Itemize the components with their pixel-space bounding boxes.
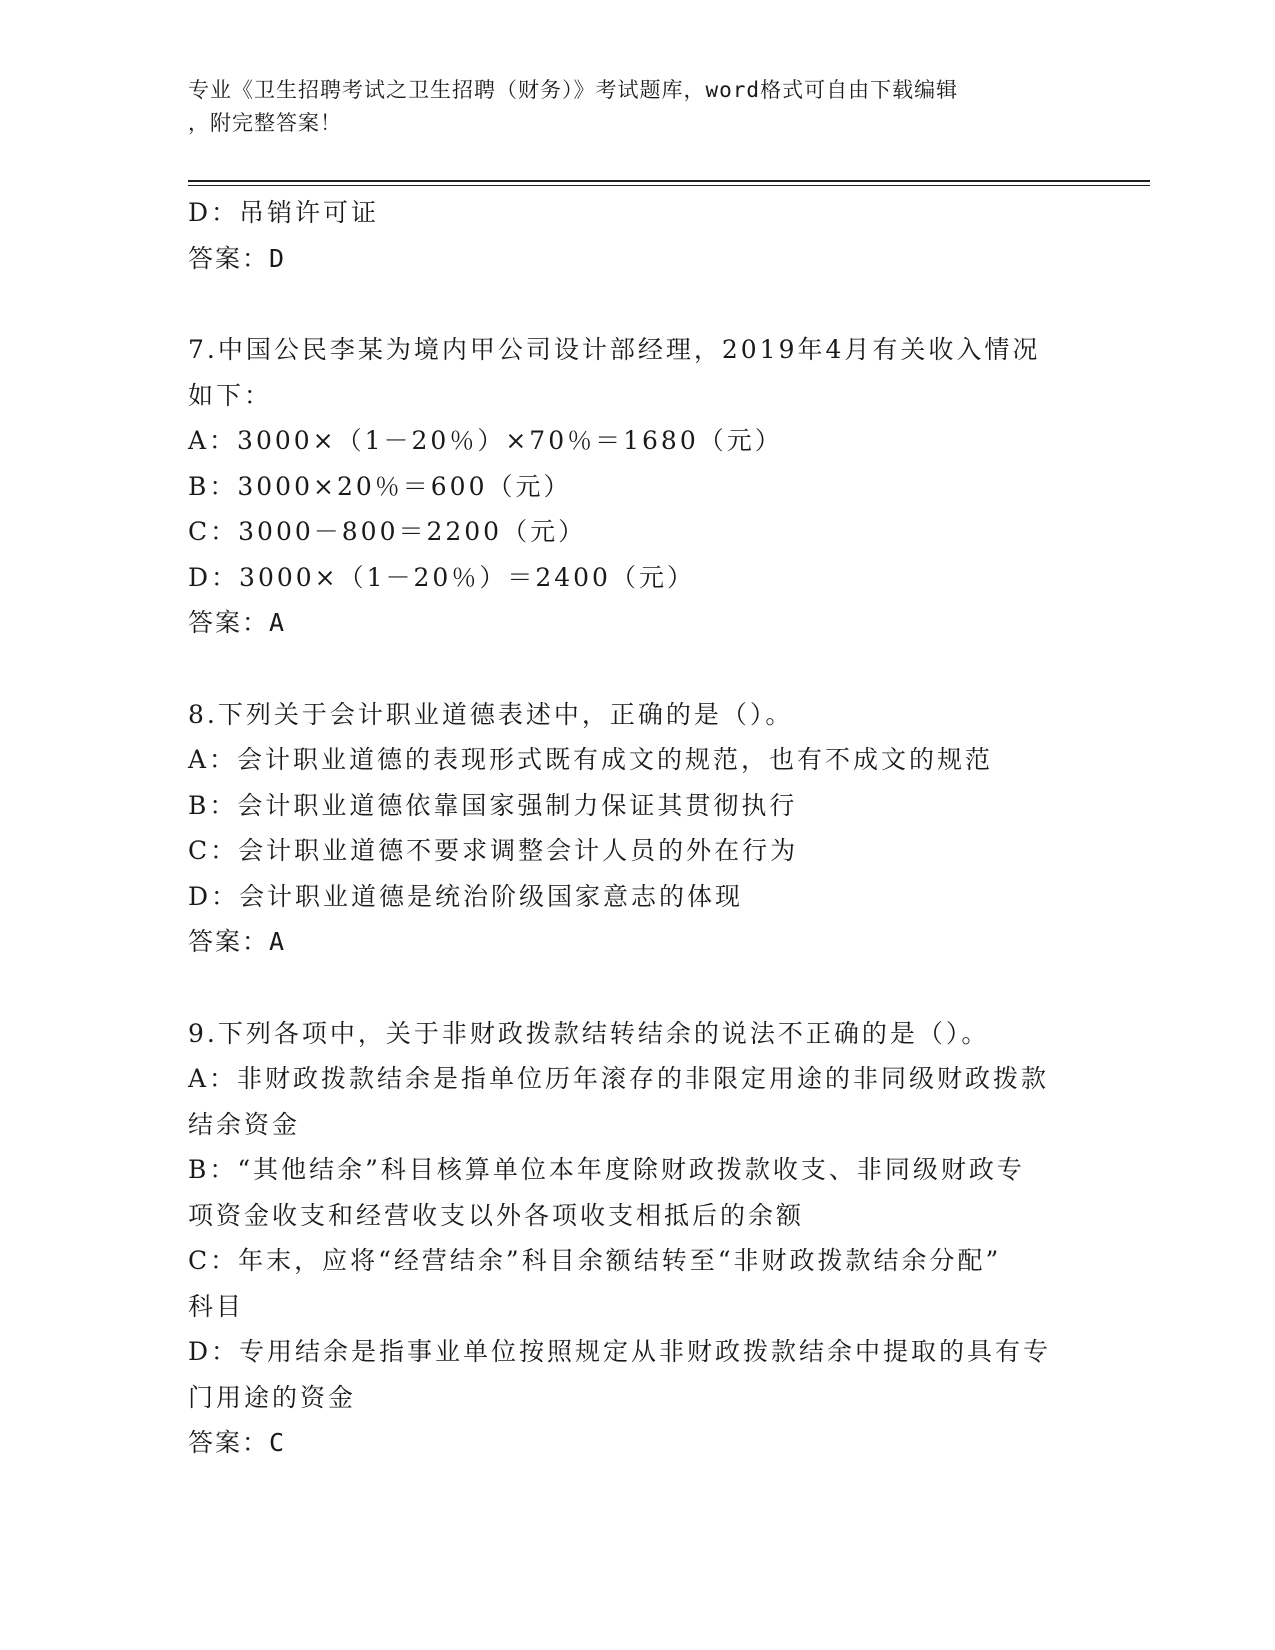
option-b: B：3000×20％＝600（元） — [188, 471, 572, 501]
question-stem: 9.下列各项中，关于非财政拨款结转结余的说法不正确的是（）。 — [188, 1018, 990, 1048]
header-line-1: 专业《卫生招聘考试之卫生招聘（财务）》考试题库，word格式可自由下载编辑 — [188, 78, 959, 102]
option-a: A：3000×（1－20％）×70％＝1680（元） — [188, 426, 783, 455]
option-d: D：3000×（1－20％）＝2400（元） — [188, 562, 695, 592]
header-line-2: ，附完整答案！ — [188, 111, 342, 135]
option-a-cont: 结余资金 — [188, 1109, 301, 1139]
header-divider-thick — [188, 180, 1150, 182]
option-c-cont: 科目 — [188, 1291, 245, 1321]
option-d: D：吊销许可证 — [188, 198, 380, 227]
option-c: C：3000－800＝2200（元） — [188, 517, 587, 546]
option-a: A：会计职业道德的表现形式既有成文的规范，也有不成文的规范 — [188, 745, 994, 774]
header-divider-thin — [188, 185, 1150, 186]
answer-line: 答案：A — [188, 608, 287, 637]
option-b: B：“其他结余”科目核算单位本年度除财政拨款收支、非同级财政专 — [188, 1155, 1025, 1184]
document-body — [188, 190, 1088, 1466]
question-stem: 8.下列关于会计职业道德表述中，正确的是（）。 — [188, 699, 794, 729]
option-c: C：会计职业道德不要求调整会计人员的外在行为 — [188, 836, 799, 865]
question-8 — [188, 692, 1088, 965]
answer-line: 答案：A — [188, 927, 287, 956]
option-a: A：非财政拨款结余是指单位历年滚存的非限定用途的非同级财政拨款 — [188, 1064, 1050, 1093]
option-b-cont: 项资金收支和经营收支以外各项收支相抵后的余额 — [188, 1200, 805, 1230]
document-header — [188, 74, 1078, 140]
option-b: B：会计职业道德依靠国家强制力保证其贯彻执行 — [188, 790, 798, 820]
question-6-tail — [188, 190, 1088, 281]
question-9 — [188, 1011, 1088, 1466]
option-d-cont: 门用途的资金 — [188, 1382, 357, 1412]
answer-line: 答案：C — [188, 1428, 287, 1457]
question-stem: 7.中国公民李某为境内甲公司设计部经理，2019年4月有关收入情况 — [188, 335, 1041, 364]
question-stem-cont: 如下： — [188, 380, 273, 410]
option-d: D：会计职业道德是统治阶级国家意志的体现 — [188, 881, 744, 911]
option-c: C：年末，应将“经营结余”科目余额结转至“非财政拨款结余分配” — [188, 1246, 1002, 1275]
question-7 — [188, 327, 1088, 646]
answer-line: 答案：D — [188, 243, 287, 273]
option-d: D：专用结余是指事业单位按照规定从非财政拨款结余中提取的具有专 — [188, 1337, 1052, 1366]
